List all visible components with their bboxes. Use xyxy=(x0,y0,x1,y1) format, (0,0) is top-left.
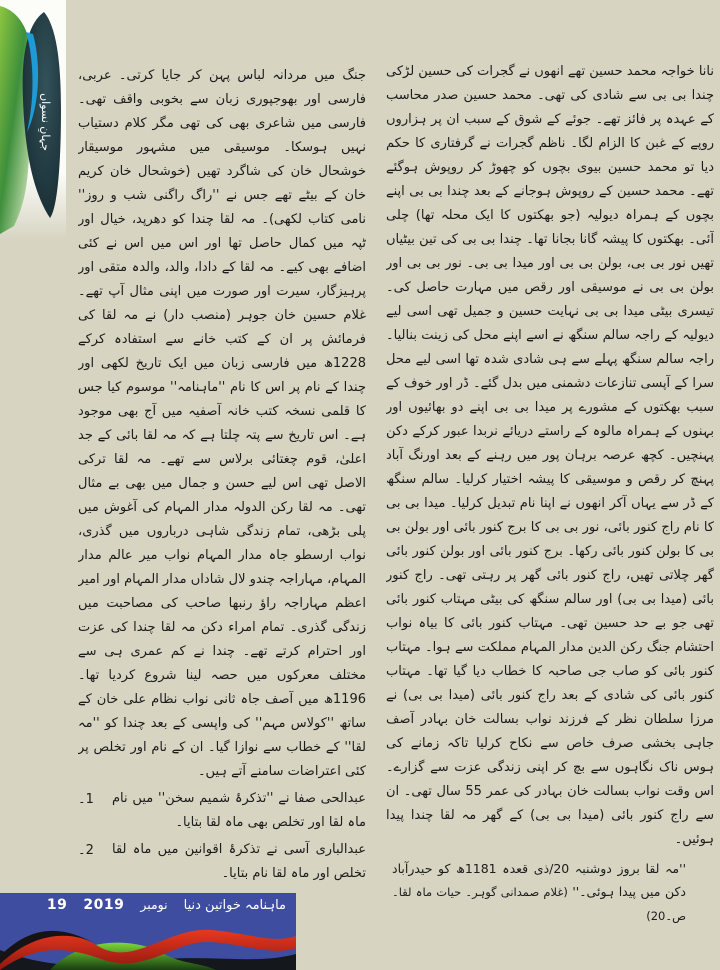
list-item-number: 2۔ xyxy=(78,843,94,858)
article-column-right xyxy=(386,60,714,932)
quote-block xyxy=(386,855,714,930)
footer-year: 2019 xyxy=(83,897,125,913)
footer-text-row xyxy=(0,893,296,913)
list-item-number: 1۔ xyxy=(78,792,94,807)
article-paragraph: جنگ میں مردانہ لباس پہن کر جایا کرتی۔ عربی، فارسی اور بھوجپوری زبان سے بخوبی واقف تھی۔ فارسی میں شاعری بھی کی تھی مگر کلام دستیاب نہیں ہوسکا۔ موسیقی میں مشہور موسیقار خوشحال خان کی شاگرد تھیں (خوشحال خان کریم خان کے بیٹے تھے جس نے ''راگ راگنی شب و روز'' نامی کتاب لکھی)۔ مہ لقا چندا کو دھرپد، خیال اور ٹپہ میں کمال حاصل تھا اور اس میں اس نے کئی اضافے بھی کیے۔ مہ لقا کے دادا، والد، والدہ متقی اور پرہیزگار، سیرت اور صورت میں اپنی مثال آپ تھے۔ غلام حسین خان جوہر (منصب دار) نے مہ لقا کی فرمائش پر ان کے کتب خانے سے استفادہ کرکے 1228ھ میں فارسی زبان میں ایک تاریخ لکھی اور چندا کے نام پر اس کا نام ''ماہنامہ'' موسوم کیا جس کا قلمی نسخہ کتب خانہ آصفیہ میں آج بھی موجود ہے۔ اس تاریخ سے پتہ چلتا ہے کہ مہ لقا بائی کے جد اعلیٰ، قوم چغتائی برلاس سے تھے۔ مہ لقا ترکی الاصل تھی اس لیے حسن و جمال میں بھی بے مثال تھی۔ مہ لقا رکن الدولہ مدار المہام کی آغوش میں پلی بڑھی، تمام زندگی شاہی درباروں میں گذری، نواب ارسطو جاہ مدار المہام نواب میر عالم مدار المہام، مہاراجہ چندو لال شاداں مدار المہام اور امیر اعظم مہاراجہ راؤ رنبھا صاحب کی مصاحبت میں زندگی گذری۔ تمام امراء دکن مہ لقا چندا کی عزت اور احترام کرتے تھے۔ چندا نے کم عمری ہی سے مختلف معرکوں میں حصہ لینا شروع کردیا تھا۔ 1196ھ میں آصف جاہ ثانی نواب نظام علی خان کے ساتھ ''کولاس مہم'' کی واپسی کے بعد چندا کو ''مہ لقا'' کے خطاب سے نوازا گیا۔ ان کے نام اور تخلص پر کئی اعتراضات سامنے آتے ہیں۔ xyxy=(78,68,366,779)
list-item-number xyxy=(78,889,112,890)
list-item-text: عبدالباری آسی نے تذکرۂ اقوانین میں ماہ لقا تخلص اور ماہ لقا نام بتایا۔ xyxy=(112,842,366,881)
footer-page-number: 19 xyxy=(46,897,68,913)
list-item-text: عبدالحی صفا نے ''تذکرۂ شمیم سخن'' میں نام ماہ لقا اور تخلص بھی ماہ لقا بتایا۔ xyxy=(112,791,366,830)
list-item xyxy=(78,889,366,890)
footer-wave-graphic xyxy=(0,918,296,970)
article-paragraph: نانا خواجہ محمد حسین تھے انھوں نے گجرات کی حسین لڑکی چندا بی بی سے شادی کی تھی۔ محمد حسین صدر محاسب کے عہدہ پر فائز تھے۔ جوئے کے شوق کے سبب ان پر ہزاروں روپے کے غبن کا الزام لگا۔ ناظم گجرات نے گرفتاری کا حکم دیا تو محمد حسین بیوی بچوں کو چھوڑ کر روپوش ہوگئے تھے۔ محمد حسین کے روپوش ہوجانے کے بعد چندا بی بی اپنے بچوں کے ہمراہ دیولیہ (جو بھکتوں کا ایک محلہ تھا) چلی آئی۔ بھکتوں کا پیشہ گانا بجانا تھا۔ چندا بی بی کی تین بیٹیاں تھیں نور بی بی، بولن بی بی اور میدا بی بی۔ نور بی بی اور بولن بی بی نے موسیقی اور رقص میں مہارت حاصل کی۔ تیسری بیٹی میدا بی بی نہایت حسین و جمیل تھی اسی لیے دیولیہ کے راجہ سالم سنگھ نے اسے اپنے محل کی زینت بنالیا۔ راجہ سالم سنگھ پہلے سے ہی شادی شدہ تھا اسی لیے محل سرا کے آپسی تنازعات دشمنی میں بدل گئے۔ ڈر اور خوف کے سبب بھکتوں کے مشورے پر میدا بی بی اپنے دو بھائیوں اور بہنوں کے ہمراہ مالوہ کے راستے دریائے نربدا عبور کرکے دکن پہنچیں۔ کچھ عرصہ برہان پور میں رہنے کے بعد اورنگ آباد پہنچ کر رقص و موسیقی کا پیشہ اختیار کرلیا۔ سالم سنگھ کے ڈر سے یہاں آکر انھوں نے اپنا نام تبدیل کرلیا۔ میدا بی بی کا نام راج کنور بائی، نور بی بی کا برج کنور بائی اور بولن بی بی کا بولن کنور بائی رکھا۔ برج کنور بائی اور بولن کنور بائی گھر چلاتی تھیں، راج کنور بائی گھر پر رہتی تھی۔ راج کنور بائی (میدا بی بی) اور سالم سنگھ کی بیٹی مہتاب کنور بائی تھی جو بے حد حسین تھی۔ مہتاب کنور بائی کا بیاہ نواب احتشام جنگ رکن الدین مدار المہام مملکت سے ہوا۔ مہتاب کنور بائی کو صاب جی صاحبہ کا خطاب دیا گیا تھا۔ مہتاب کنور بائی کی شادی کے بعد راج کنور بائی (میدا بی بی) نے مرزا سلطان نظر کے فرزند نواب بسالت خان بہادر آصف جاہی بخشی صرف خاص سے نکاح کرلیا تاکہ زمانے کی ہوس ناک نگاہوں سے بچ کر اپنی زندگی عزت سے گزارے۔ اس وقت نواب بسالت خان بہادر کی عمر 55 سال تھی۔ ان سے راج کنور بائی (میدا بی بی) کے گھر مہ لقا چندا پیدا ہوئیں۔ xyxy=(386,64,714,847)
magazine-name: ماہنامہ خواتین دنیا xyxy=(183,898,286,913)
quote-reference: (غلام صمدانی گوہر۔ حیات ماہ لقا۔ ص۔20) xyxy=(392,885,686,923)
footer-month: نومبر xyxy=(140,897,168,912)
list-item xyxy=(78,838,366,886)
article-column-left xyxy=(78,64,366,890)
decorative-corner-graphic xyxy=(0,0,66,240)
list-item-text xyxy=(112,889,366,890)
quote-text: ''مہ لقا بروز دوشنبہ 20/ذی قعدہ 1181ھ کو حیدرآباد دکن میں پیدا ہوئی۔'' xyxy=(392,861,687,899)
section-label-vertical: جہانِ نسواں xyxy=(39,93,52,151)
footer-panel xyxy=(0,893,296,970)
list-item xyxy=(78,787,366,835)
